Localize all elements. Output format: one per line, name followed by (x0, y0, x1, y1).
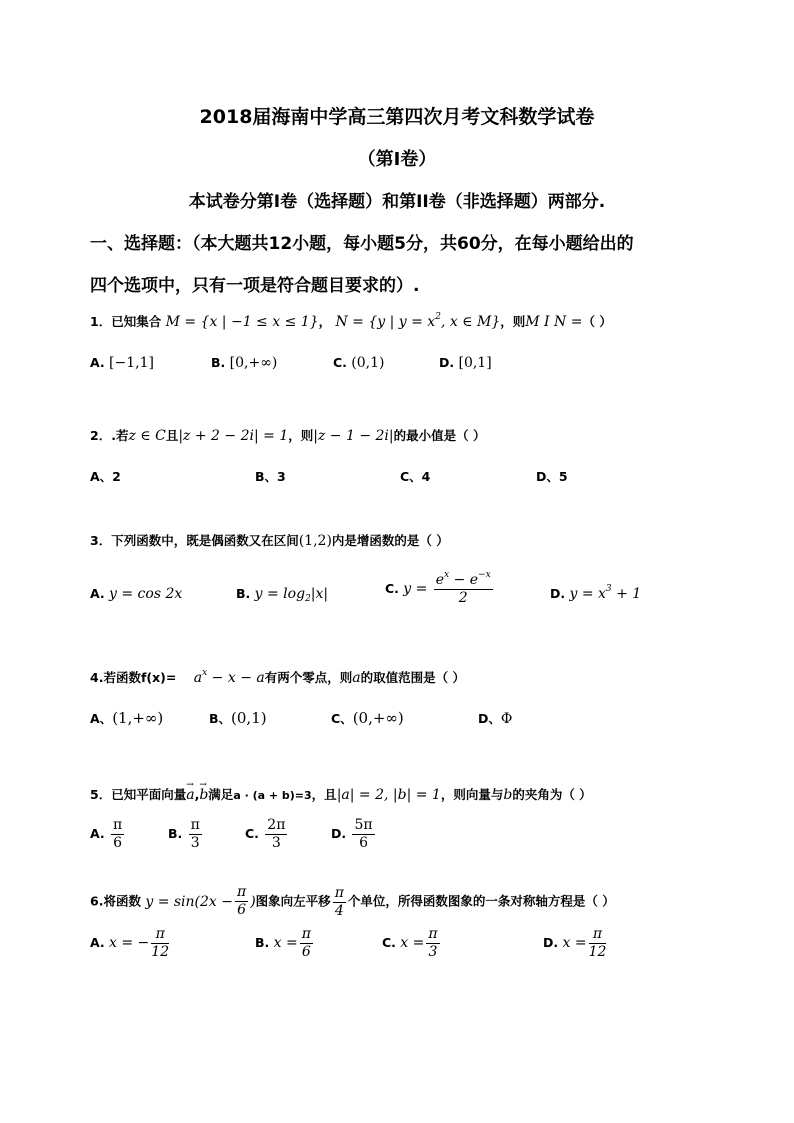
option-a: A. $\frac{\pi}{6}$ (90, 817, 123, 851)
option-a: A. x = − $\frac{\pi}{12}$ (90, 926, 170, 960)
math-function: y = sin(2x − $\frac{\pi}{6}$ ) (145, 884, 256, 918)
question-2: 2．.若z ∈ C且|z + 2 − 2i| = 1，则|z − 1 − 2i|的最小值是（ ） (90, 428, 486, 444)
option-b: B. $y = \log_2|x|$ (236, 586, 329, 604)
question-text: 已知集合 (111, 314, 162, 329)
page-title: 2018届海南中学高三第四次月考文科数学试卷 (199, 106, 595, 128)
option-d: D. [0,1] (439, 355, 492, 371)
option-a: A、(1,+∞) (90, 709, 164, 727)
question-text: ，则 (500, 314, 526, 329)
option-b: B、(0,1) (209, 709, 267, 727)
question-3: 3．下列函数中，既是偶函数又在区间(1,2)内是增函数的是（ ） (90, 533, 449, 549)
option-c: C、4 (400, 469, 431, 484)
option-c: C、(0,+∞) (331, 709, 404, 727)
question-text: ， (318, 314, 332, 329)
option-c: C. $\frac{2\pi}{3}$ (245, 817, 286, 851)
section-heading-line1: 一、选择题：（本大题共12小题，每小题5分，共60分，在每小题给出的 (90, 234, 634, 254)
option-b: B、3 (255, 469, 286, 484)
option-d: D. $y = x^3 + 1$ (550, 584, 642, 602)
math-set-m: M = {x | −1 ≤ x ≤ 1} (165, 314, 319, 330)
option-c: C. x = $\frac{\pi}{3}$ (382, 926, 438, 960)
math-set-n: N = {y | $y = x^2$, x ∈ M} (335, 312, 501, 330)
option-b: B. [0,+∞) (211, 355, 278, 371)
question-5: 5．已知平面向量→ a,→ b满足a · (a + b)=3，且|a| = 2, |b| = 1，则向量与b的夹角为（ ） (90, 785, 592, 806)
question-number: 2． (90, 428, 112, 443)
question-number: 3． (90, 533, 112, 548)
option-d: D. $\frac{5\pi}{6}$ (331, 817, 373, 851)
question-number: 4. (90, 670, 104, 685)
question-4: 4.若函数f(x)= $a^x - x - a$有两个零点，则a的取值范围是（ ） (90, 668, 465, 686)
question-number: 5． (90, 787, 112, 802)
math-expression: |z − 1 − 2i| (313, 428, 394, 444)
fraction: $\frac{e^x - e^{-x}}{2}$ (435, 570, 491, 606)
question-number: 6. (90, 893, 104, 909)
option-d: D、5 (536, 469, 568, 484)
page-subtitle: （第I卷） (357, 149, 437, 170)
math-condition: |a| = 2, |b| = 1 (336, 787, 441, 803)
math-interval: (1,2) (298, 533, 332, 549)
vector-a: → a (186, 785, 194, 805)
option-a: A. [−1,1] (90, 355, 154, 371)
fraction: $\frac{\pi}{4}$ (334, 884, 344, 919)
math-condition: z ∈ C (128, 428, 166, 444)
intro-text: 本试卷分第I卷（选择题）和第II卷（非选择题）两部分. (188, 192, 606, 212)
option-d: D、Φ (478, 711, 513, 727)
answer-paren: （ ） (582, 314, 612, 329)
option-a: A、2 (90, 469, 121, 484)
vector-b: → b (199, 785, 208, 805)
section-heading-line2: 四个选项中，只有一项是符合题目要求的）. (90, 276, 420, 296)
option-c: C. y = $\frac{e^x - e^{-x}}{2}$ (385, 570, 491, 606)
question-6: 6.将函数 y = sin(2x − $\frac{\pi}{6}$ )图象向左平移 $\frac{\pi}{4}$ 个单位，所得函数图象的一条对称轴方程是（ ） (90, 884, 615, 919)
question-number: 1． (90, 314, 112, 329)
option-c: C. (0,1) (333, 355, 385, 371)
math-condition: a · (a + b)=3 (233, 789, 312, 802)
option-b: B. x = $\frac{\pi}{6}$ (255, 926, 311, 960)
math-expression: M I N = (525, 314, 583, 330)
math-function: $a^x - x - a$ (193, 668, 265, 686)
question-1 (90, 312, 612, 332)
option-d: D. x = $\frac{\pi}{12}$ (543, 926, 607, 960)
option-a: A. y = cos 2x (90, 586, 183, 602)
math-condition: |z + 2 − 2i| = 1 (178, 428, 289, 444)
option-b: B. $\frac{\pi}{3}$ (168, 817, 200, 851)
